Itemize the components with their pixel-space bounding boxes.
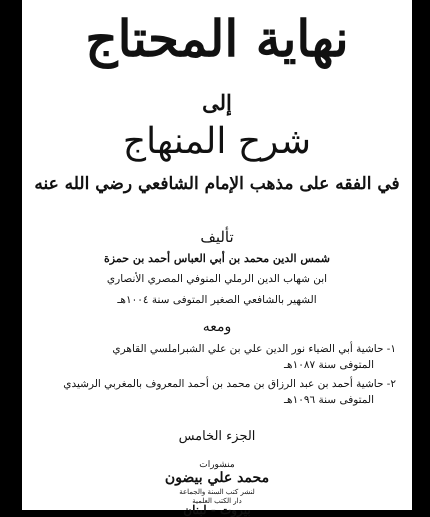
fiqh-line: في الفقه على مذهب الإمام الشافعي رضي الله عنه — [34, 174, 400, 194]
book-subtitle: شرح المنهاج — [122, 121, 312, 162]
title-connector: إلى — [202, 90, 232, 115]
hashiya-1-death: المتوفى سنة ١٠٨٧هـ — [283, 359, 374, 371]
with-label: ومعه — [202, 319, 232, 335]
book-cover-page — [22, 0, 412, 517]
book-title: نهاية المحتاج — [85, 9, 349, 68]
hashiya-2-death: المتوفى سنة ١٠٩٦هـ — [283, 394, 374, 406]
authorship-label: تأليف — [200, 228, 234, 246]
author-line-1: شمس الدين محمد بن أبي العباس أحمد بن حمزة — [104, 252, 330, 265]
author-line-3: الشهير بالشافعي الصغير المتوفى سنة ١٠٠٤هـ — [117, 294, 317, 306]
hashiya-1-title: ١- حاشية أبي الضياء نور الدين علي بن علي الشبراملسي القاهري — [112, 343, 396, 355]
publisher-line-1: لنشر كتب السنة والجماعة — [179, 488, 255, 496]
publisher-line-2: دار الكتب العلمية — [192, 497, 242, 505]
publisher-name: محمد علي بيضون — [164, 470, 270, 486]
hashiya-2-title: ٢- حاشية أحمد بن عبد الرزاق بن محمد بن أحمد المعروف بالمغربي الرشيدي — [63, 378, 396, 390]
publisher-label: منشورات — [199, 460, 235, 470]
volume-label: الجزء الخامس — [178, 429, 256, 444]
author-line-2: ابن شهاب الدين الرملي المنوفي المصري الأنصاري — [106, 273, 328, 285]
publisher-location: بيروت - لبنان — [183, 503, 251, 517]
